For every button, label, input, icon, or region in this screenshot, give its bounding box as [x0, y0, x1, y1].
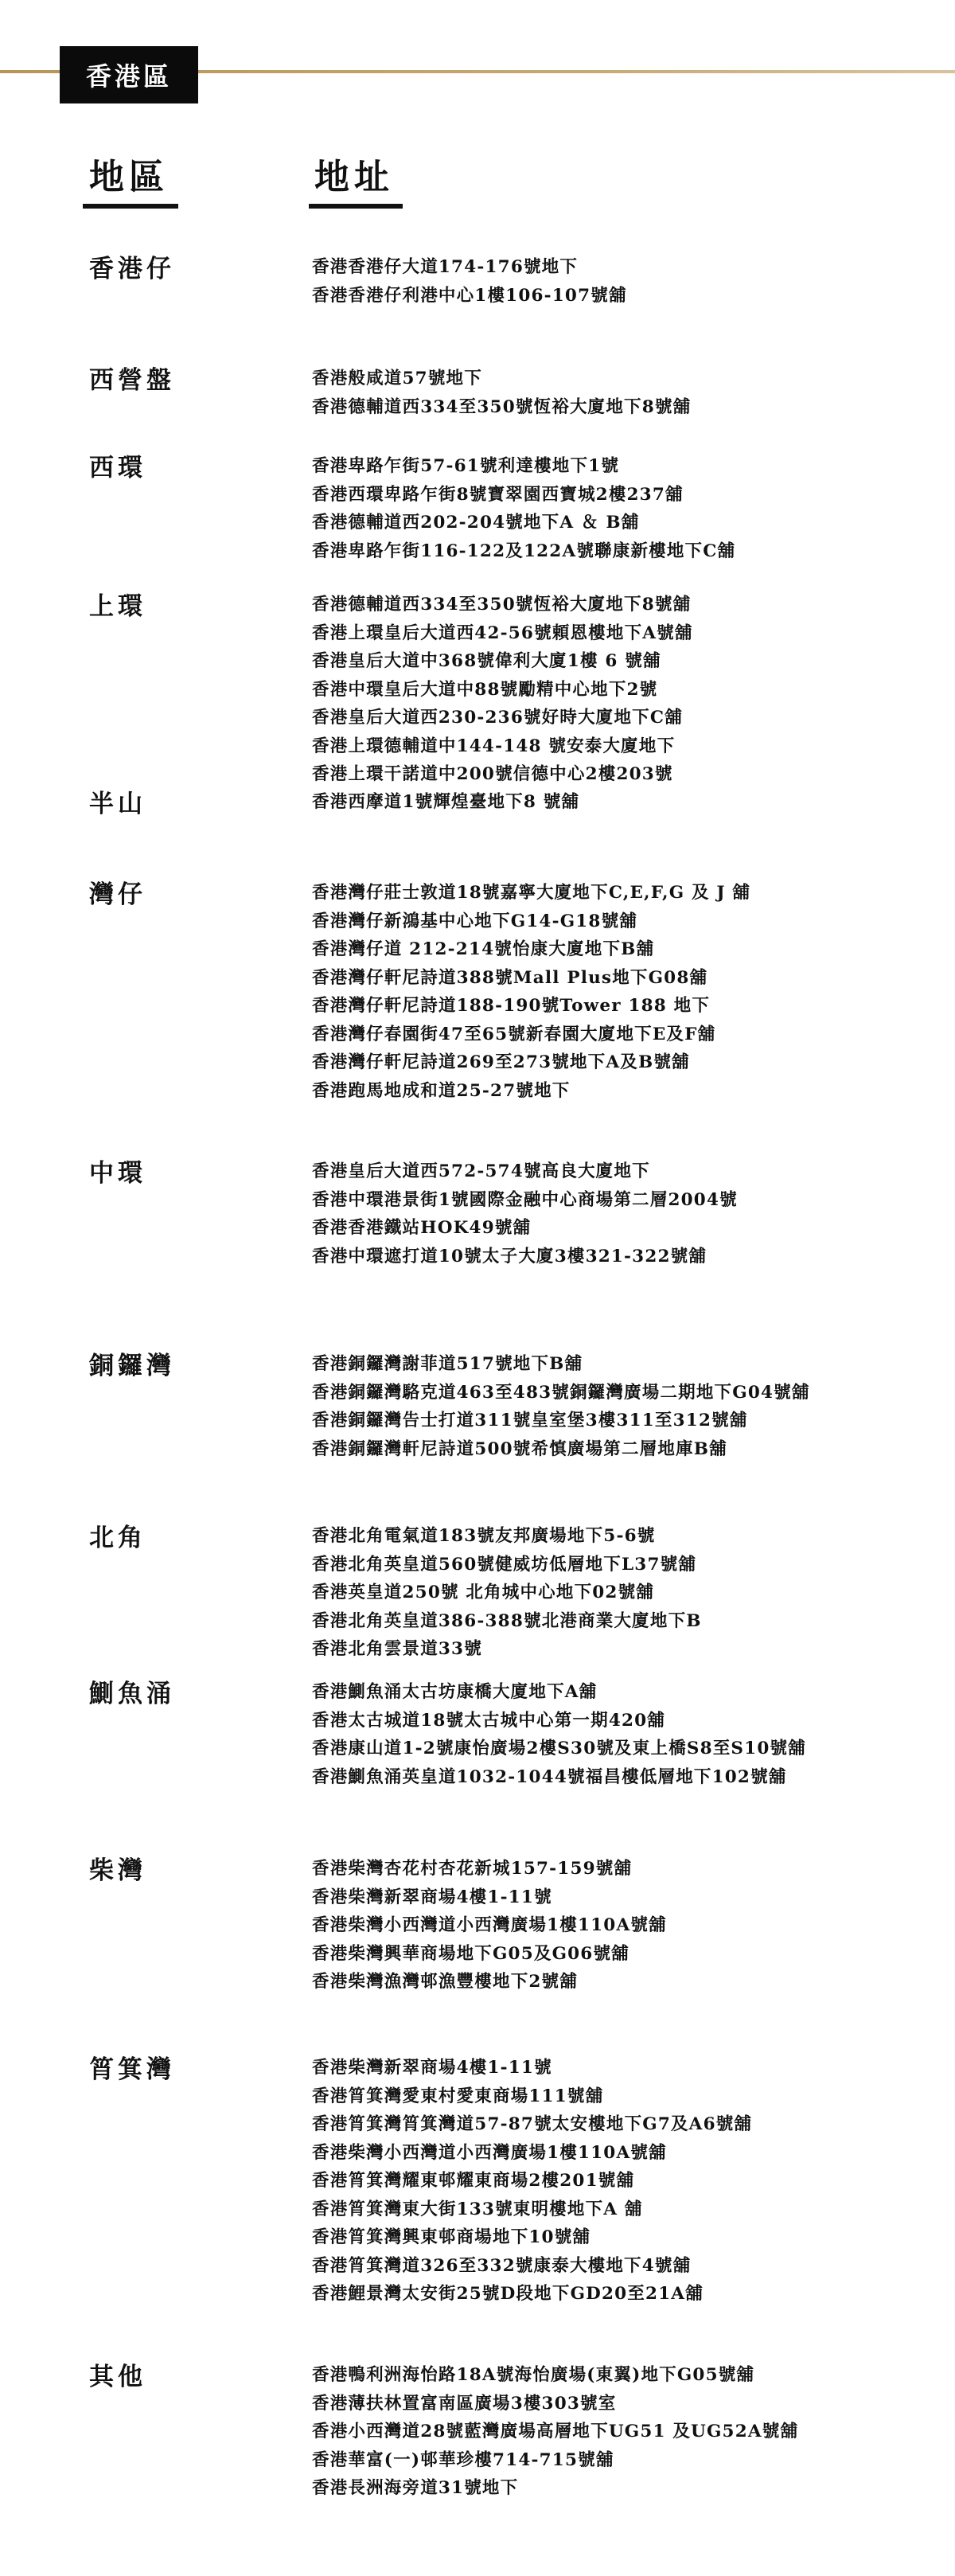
address-line: 香港柴灣小西灣道小西灣廣場1樓110A號舖: [312, 1915, 667, 1935]
address-line: 香港般咸道57號地下: [312, 369, 482, 388]
address-line: 香港柴灣新翠商場4樓1-11號: [312, 2058, 552, 2078]
address-list: [312, 1350, 810, 1463]
address-list: [312, 2054, 752, 2309]
address-line: 香港柴灣新翠商場4樓1-11號: [312, 1887, 552, 1907]
address-line: 香港灣仔春園街47至65號新春園大廈地下E及F舖: [312, 1024, 716, 1044]
district-name: 鰂魚涌: [89, 1680, 175, 1708]
address-line: 香港灣仔道 212-214號怡康大廈地下B舖: [312, 939, 655, 959]
address-line: 香港鰂魚涌英皇道1032-1044號福昌樓低層地下102號舖: [312, 1766, 787, 1787]
district-name: 香港仔: [89, 255, 175, 283]
address-line: 香港柴灣小西灣道小西灣廣場1樓110A號舖: [312, 2142, 667, 2163]
address-line: 香港上環皇后大道西42-56號頼恩樓地下A號舖: [312, 623, 693, 643]
address-line: 香港華富(一)邨華珍樓714-715號舖: [312, 2449, 614, 2470]
address-line: 香港鰂魚涌太古坊康橋大廈地下A舖: [312, 1682, 598, 1702]
address-line: 香港西環卑路乍街8號寶翠園西寶城2樓237舖: [312, 484, 684, 505]
district-name: 西環: [89, 454, 146, 482]
address-line: 香港皇后大道西230-236號好時大廈地下C舖: [312, 708, 683, 728]
district-name: 中環: [89, 1159, 146, 1188]
district-name: 西營盤: [89, 366, 175, 395]
address-line: 香港灣仔新鴻基中心地下G14-G18號舖: [312, 911, 637, 931]
address-line: 香港皇后大道西572-574號高良大廈地下: [312, 1161, 650, 1181]
district-name: 其他: [89, 2363, 146, 2391]
address-list: [312, 879, 750, 1105]
address-line: 香港柴灣杏花村杏花新城157-159號舖: [312, 1859, 633, 1879]
address-line: 香港灣仔軒尼詩道388號Mall Plus地下G08舖: [312, 967, 708, 988]
address-line: 香港筲箕灣道326至332號康泰大樓地下4號舖: [312, 2255, 692, 2276]
address-list: [312, 1855, 667, 1996]
address-line: 香港長洲海旁道31號地下: [312, 2478, 519, 2498]
address-line: 香港銅鑼灣駱克道463至483號銅鑼灣廣場二期地下G04號舖: [312, 1382, 810, 1403]
address-line: 香港香港鐵站HOK49號舖: [312, 1218, 532, 1238]
address-line: 香港灣仔莊士敦道18號嘉寧大廈地下C,E,F,G 及 J 舖: [312, 883, 751, 903]
column-header-district: 地區: [89, 157, 169, 197]
address-list: [312, 788, 579, 817]
address-line: 香港卑路乍街116-122及122A號聯康新樓地下C舖: [312, 541, 736, 561]
address-line: 香港銅鑼灣軒尼詩道500號希慎廣場第二層地庫B舖: [312, 1438, 727, 1459]
address-line: 香港中環皇后大道中88號勵精中心地下2號: [312, 679, 658, 700]
address-line: 香港德輔道西334至350號恆裕大廈地下8號舖: [312, 396, 692, 417]
address-line: 香港跑馬地成和道25-27號地下: [312, 1080, 571, 1101]
address-line: 香港灣仔軒尼詩道188-190號Tower 188 地下: [312, 996, 711, 1016]
address-line: 香港銅鑼灣告士打道311號皇室堡3樓311至312號舖: [312, 1411, 748, 1430]
address-line: 香港中環港景街1號國際金融中心商場第二層2004號: [312, 1189, 738, 1210]
address-line: 香港薄扶林置富南區廣場3樓303號室: [312, 2393, 617, 2414]
address-line: 香港鯉景灣太安街25號D段地下GD20至21A舖: [312, 2284, 704, 2304]
address-line: 香港筲箕灣東大街133號東明樓地下A 舖: [312, 2199, 643, 2219]
address-list: [312, 1157, 738, 1270]
address-line: 香港灣仔軒尼詩道269至273號地下A及B號舖: [312, 1052, 690, 1072]
address-list: [312, 253, 627, 310]
address-list: [312, 365, 691, 421]
address-line: 香港德輔道西334至350號恆裕大廈地下8號舖: [312, 595, 692, 615]
district-name: 半山: [89, 790, 146, 818]
address-line: 香港北角英皇道560號健威坊低層地下L37號舖: [312, 1554, 697, 1575]
address-list: [312, 591, 693, 789]
column-header-address: 地址: [314, 157, 394, 197]
address-line: 香港上環德輔道中144-148 號安泰大廈地下: [312, 736, 676, 756]
address-line: 香港小西灣道28號藍灣廣場高層地下UG51 及UG52A號舖: [312, 2422, 799, 2441]
address-line: 香港銅鑼灣謝菲道517號地下B舖: [312, 1354, 583, 1374]
address-line: 香港太古城道18號太古城中心第一期420舖: [312, 1710, 666, 1731]
region-tag: 香港區: [60, 46, 198, 103]
address-line: 香港北角雲景道33號: [312, 1639, 482, 1659]
district-name: 北角: [89, 1524, 146, 1552]
address-list: [312, 452, 735, 565]
district-name: 柴灣: [89, 1856, 146, 1885]
column-header-address-underline: [309, 204, 403, 209]
address-line: 香港鴨利洲海怡路18A號海怡廣場(東翼)地下G05號舖: [312, 2365, 755, 2385]
district-name: 銅鑼灣: [89, 1352, 175, 1380]
address-line: 香港筲箕灣興東邨商場地下10號舖: [312, 2227, 591, 2247]
address-line: 香港北角電氣道183號友邦廣場地下5-6號: [312, 1526, 656, 1546]
address-line: 香港北角英皇道386-388號北港商業大廈地下B: [312, 1610, 702, 1631]
address-line: 香港筲箕灣筲箕灣道57-87號太安樓地下G7及A6號舖: [312, 2114, 753, 2134]
address-line: 香港中環遮打道10號太子大廈3樓321-322號舖: [312, 1246, 707, 1267]
address-list: [312, 2361, 798, 2503]
address-list: [312, 1678, 806, 1791]
district-name: 筲箕灣: [89, 2055, 175, 2084]
address-line: 香港香港仔利港中心1樓106-107號舖: [312, 285, 627, 306]
address-line: 香港卑路乍街57-61號利達樓地下1號: [312, 456, 620, 476]
address-line: 香港皇后大道中368號偉利大廈1樓 6 號舖: [312, 651, 661, 671]
address-line: 香港英皇道250號 北角城中心地下02號舖: [312, 1583, 654, 1602]
address-list: [312, 1522, 702, 1664]
column-header-district-underline: [83, 204, 178, 209]
address-line: 香港香港仔大道174-176號地下: [312, 257, 579, 277]
address-line: 香港柴灣興華商場地下G05及G06號舖: [312, 1943, 630, 1964]
address-line: 香港西摩道1號輝煌臺地下8 號舖: [312, 792, 580, 812]
district-name: 上環: [89, 592, 146, 621]
district-name: 灣仔: [89, 880, 146, 909]
address-line: 香港上環干諾道中200號信德中心2樓203號: [312, 764, 673, 784]
address-line: 香港德輔道西202-204號地下A ＆ B舖: [312, 513, 640, 533]
address-line: 香港筲箕灣耀東邨耀東商場2樓201號舖: [312, 2171, 635, 2191]
address-line: 香港柴灣漁灣邨漁豐樓地下2號舖: [312, 1972, 578, 1992]
address-line: 香港康山道1-2號康怡廣場2樓S30號及東上橋S8至S10號舖: [312, 1739, 806, 1758]
address-line: 香港筲箕灣愛東村愛東商場111號舖: [312, 2086, 604, 2106]
